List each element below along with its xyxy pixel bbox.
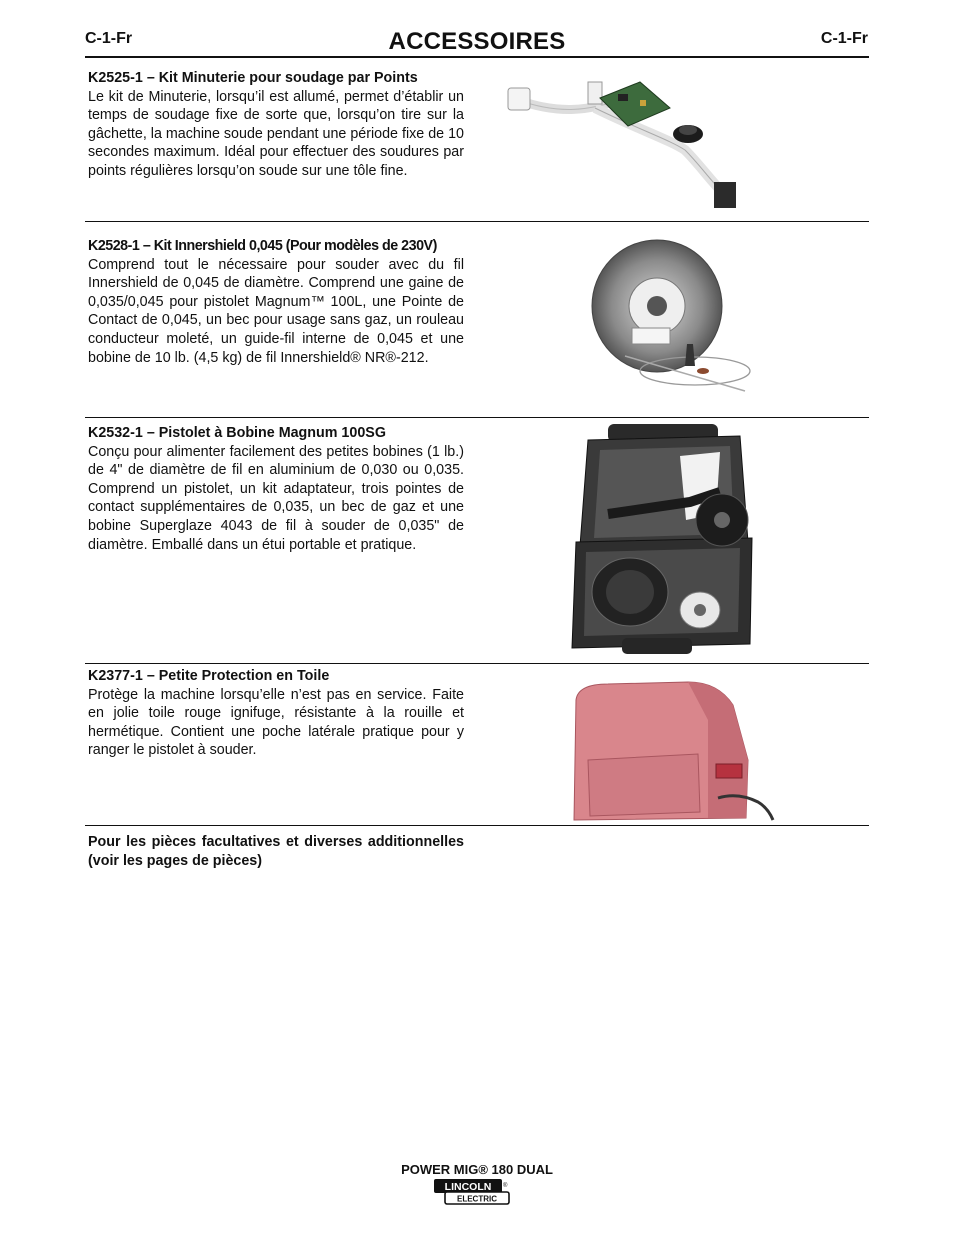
model-name: POWER MIG® 180 DUAL bbox=[401, 1162, 553, 1177]
timer-kit-image bbox=[500, 70, 750, 215]
accessory-item bbox=[88, 424, 464, 554]
accessory-title: K2525-1 – Kit Minuterie pour soudage par Points bbox=[88, 70, 418, 86]
accessory-item bbox=[88, 237, 464, 367]
section-divider bbox=[85, 825, 869, 826]
additional-parts-note: Pour les pièces facultatives et diverses additionnelles (voir les pages de pièces) bbox=[88, 834, 464, 869]
accessory-item bbox=[88, 69, 464, 181]
accessory-description: Conçu pour alimenter facilement des petites bobines (1 lb.) de 4" de diamètre de fil en aluminium de 0,030 ou 0,035. Comprend un pistolet, un kit adaptateur, trois pointes de contact supplémentaires de 0,035, un bec de gaz et une bobine Superglaze 4043 de fil à souder de 0,035" de diamètre. Emballé dans un étui portable et pratique. bbox=[88, 443, 464, 553]
accessory-description: Protège la machine lorsqu’elle n’est pas en service. Faite en jolie toile rouge ignifuge, résistante à la rouille et hermétique. Contient une poche latérale pratique pour y ranger le pistolet à souder. bbox=[88, 686, 464, 759]
header-rule bbox=[85, 56, 869, 58]
innershield-kit-image bbox=[585, 236, 760, 411]
accessory-description: Le kit de Minuterie, lorsqu’il est allumé, permet d’établir un temps de soudage fixe de sorte que, lorsqu’on tire sur la gâchette, la machine soude pendant une période fixe de 10 secondes maximum. Idéal pour effectuer des soudures par points régulières lorsqu’on soude sur une tôle fine. bbox=[88, 88, 464, 179]
section-code-left: C-1-Fr bbox=[85, 30, 133, 47]
accessory-title: K2377-1 – Petite Protection en Toile bbox=[88, 668, 330, 684]
accessory-title: K2532-1 – Pistolet à Bobine Magnum 100SG bbox=[88, 425, 386, 441]
spool-gun-case-image bbox=[570, 422, 760, 658]
section-divider bbox=[85, 663, 869, 664]
section-divider bbox=[85, 417, 869, 418]
canvas-cover-image bbox=[568, 680, 778, 825]
lincoln-electric-logo bbox=[433, 1178, 511, 1206]
accessory-description: Comprend tout le nécessaire pour souder avec du fil Innershield de 0,045 de diamètre. Comprend une gaine de 0,035/0,045 pour pistolet Magnum™ 100L, une Pointe de Contact de 0,045, un bec pour usage sans gaz, un rouleau conducteur moleté, un guide-fil interne de 0,045 et une bobine de 10 lb. (4,5 kg) de fil Innershield® NR®-212. bbox=[88, 256, 464, 366]
accessory-title: K2528-1 – Kit Innershield 0,045 (Pour modèles de 230V) bbox=[88, 238, 437, 254]
page-title: ACCESSOIRES bbox=[388, 28, 566, 55]
svg-text:ELECTRIC: ELECTRIC bbox=[457, 1194, 497, 1204]
svg-text:LINCOLN: LINCOLN bbox=[444, 1181, 492, 1193]
section-divider bbox=[85, 221, 869, 222]
section-code-right: C-1-Fr bbox=[820, 30, 868, 47]
accessory-item bbox=[88, 667, 464, 760]
svg-text:®: ® bbox=[503, 1183, 508, 1189]
